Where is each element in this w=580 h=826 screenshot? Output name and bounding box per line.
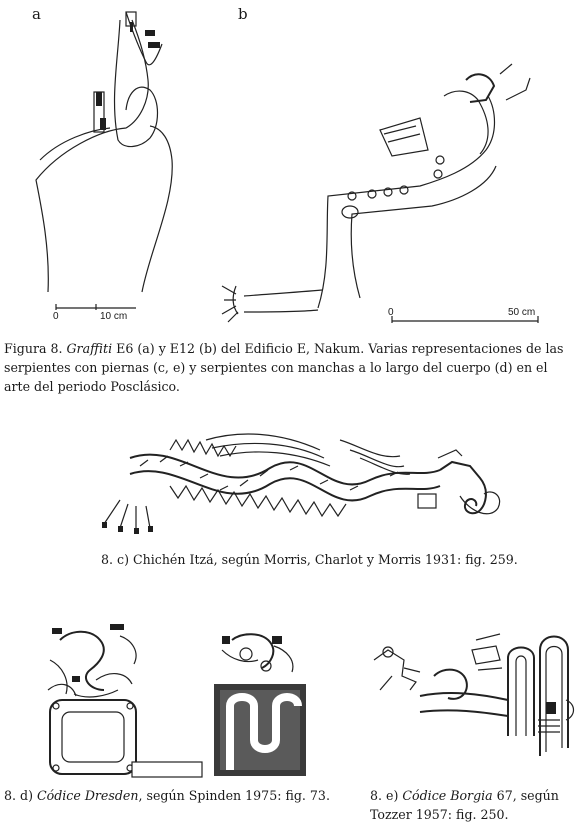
panel-label-a: a (32, 5, 41, 23)
caption-text: E6 (a) y E12 (b) del Edificio E, Nakum. Varias representaciones de las serpientes con piernas (c, e) y serpientes con manchas a lo largo del cuerpo (d) en el arte del periodo Posclásico. (4, 341, 564, 394)
caption-e-line2: Tozzer 1957: fig. 250. (370, 807, 509, 822)
caption-e-prefix: 8. e) (370, 788, 403, 803)
caption-d-prefix: 8. d) (4, 788, 37, 803)
caption-e-text: 67, según (492, 788, 559, 803)
scale-a-end: 10 cm (100, 311, 128, 322)
caption-d-text: , según Spinden 1975: fig. 73. (138, 788, 330, 803)
scale-b-zero: 0 (388, 307, 394, 318)
panel-label-b: b (238, 5, 248, 23)
drawing-d-dresden-right (214, 634, 306, 776)
drawing-b-graffiti-e12 (222, 64, 530, 322)
caption-e-italic: Códice Borgia (402, 788, 493, 803)
drawing-a-graffiti-e6 (36, 12, 172, 292)
caption-e (370, 786, 576, 824)
drawing-e-borgia (374, 634, 574, 756)
caption-prefix: Figura 8. (4, 341, 67, 356)
scale-box-d (132, 762, 202, 777)
scale-a-zero: 0 (53, 311, 59, 322)
figure-caption (4, 339, 574, 396)
caption-italic: Graffiti (66, 341, 113, 356)
caption-d-italic: Códice Dresden (37, 788, 139, 803)
drawing-c-chichen-itza (102, 434, 500, 534)
scale-b-end: 50 cm (508, 307, 536, 318)
caption-c: 8. c) Chichén Itzá, según Morris, Charlot y Morris 1931: fig. 259. (101, 552, 518, 567)
caption-d (4, 786, 330, 805)
drawing-d-dresden-left (48, 624, 136, 774)
